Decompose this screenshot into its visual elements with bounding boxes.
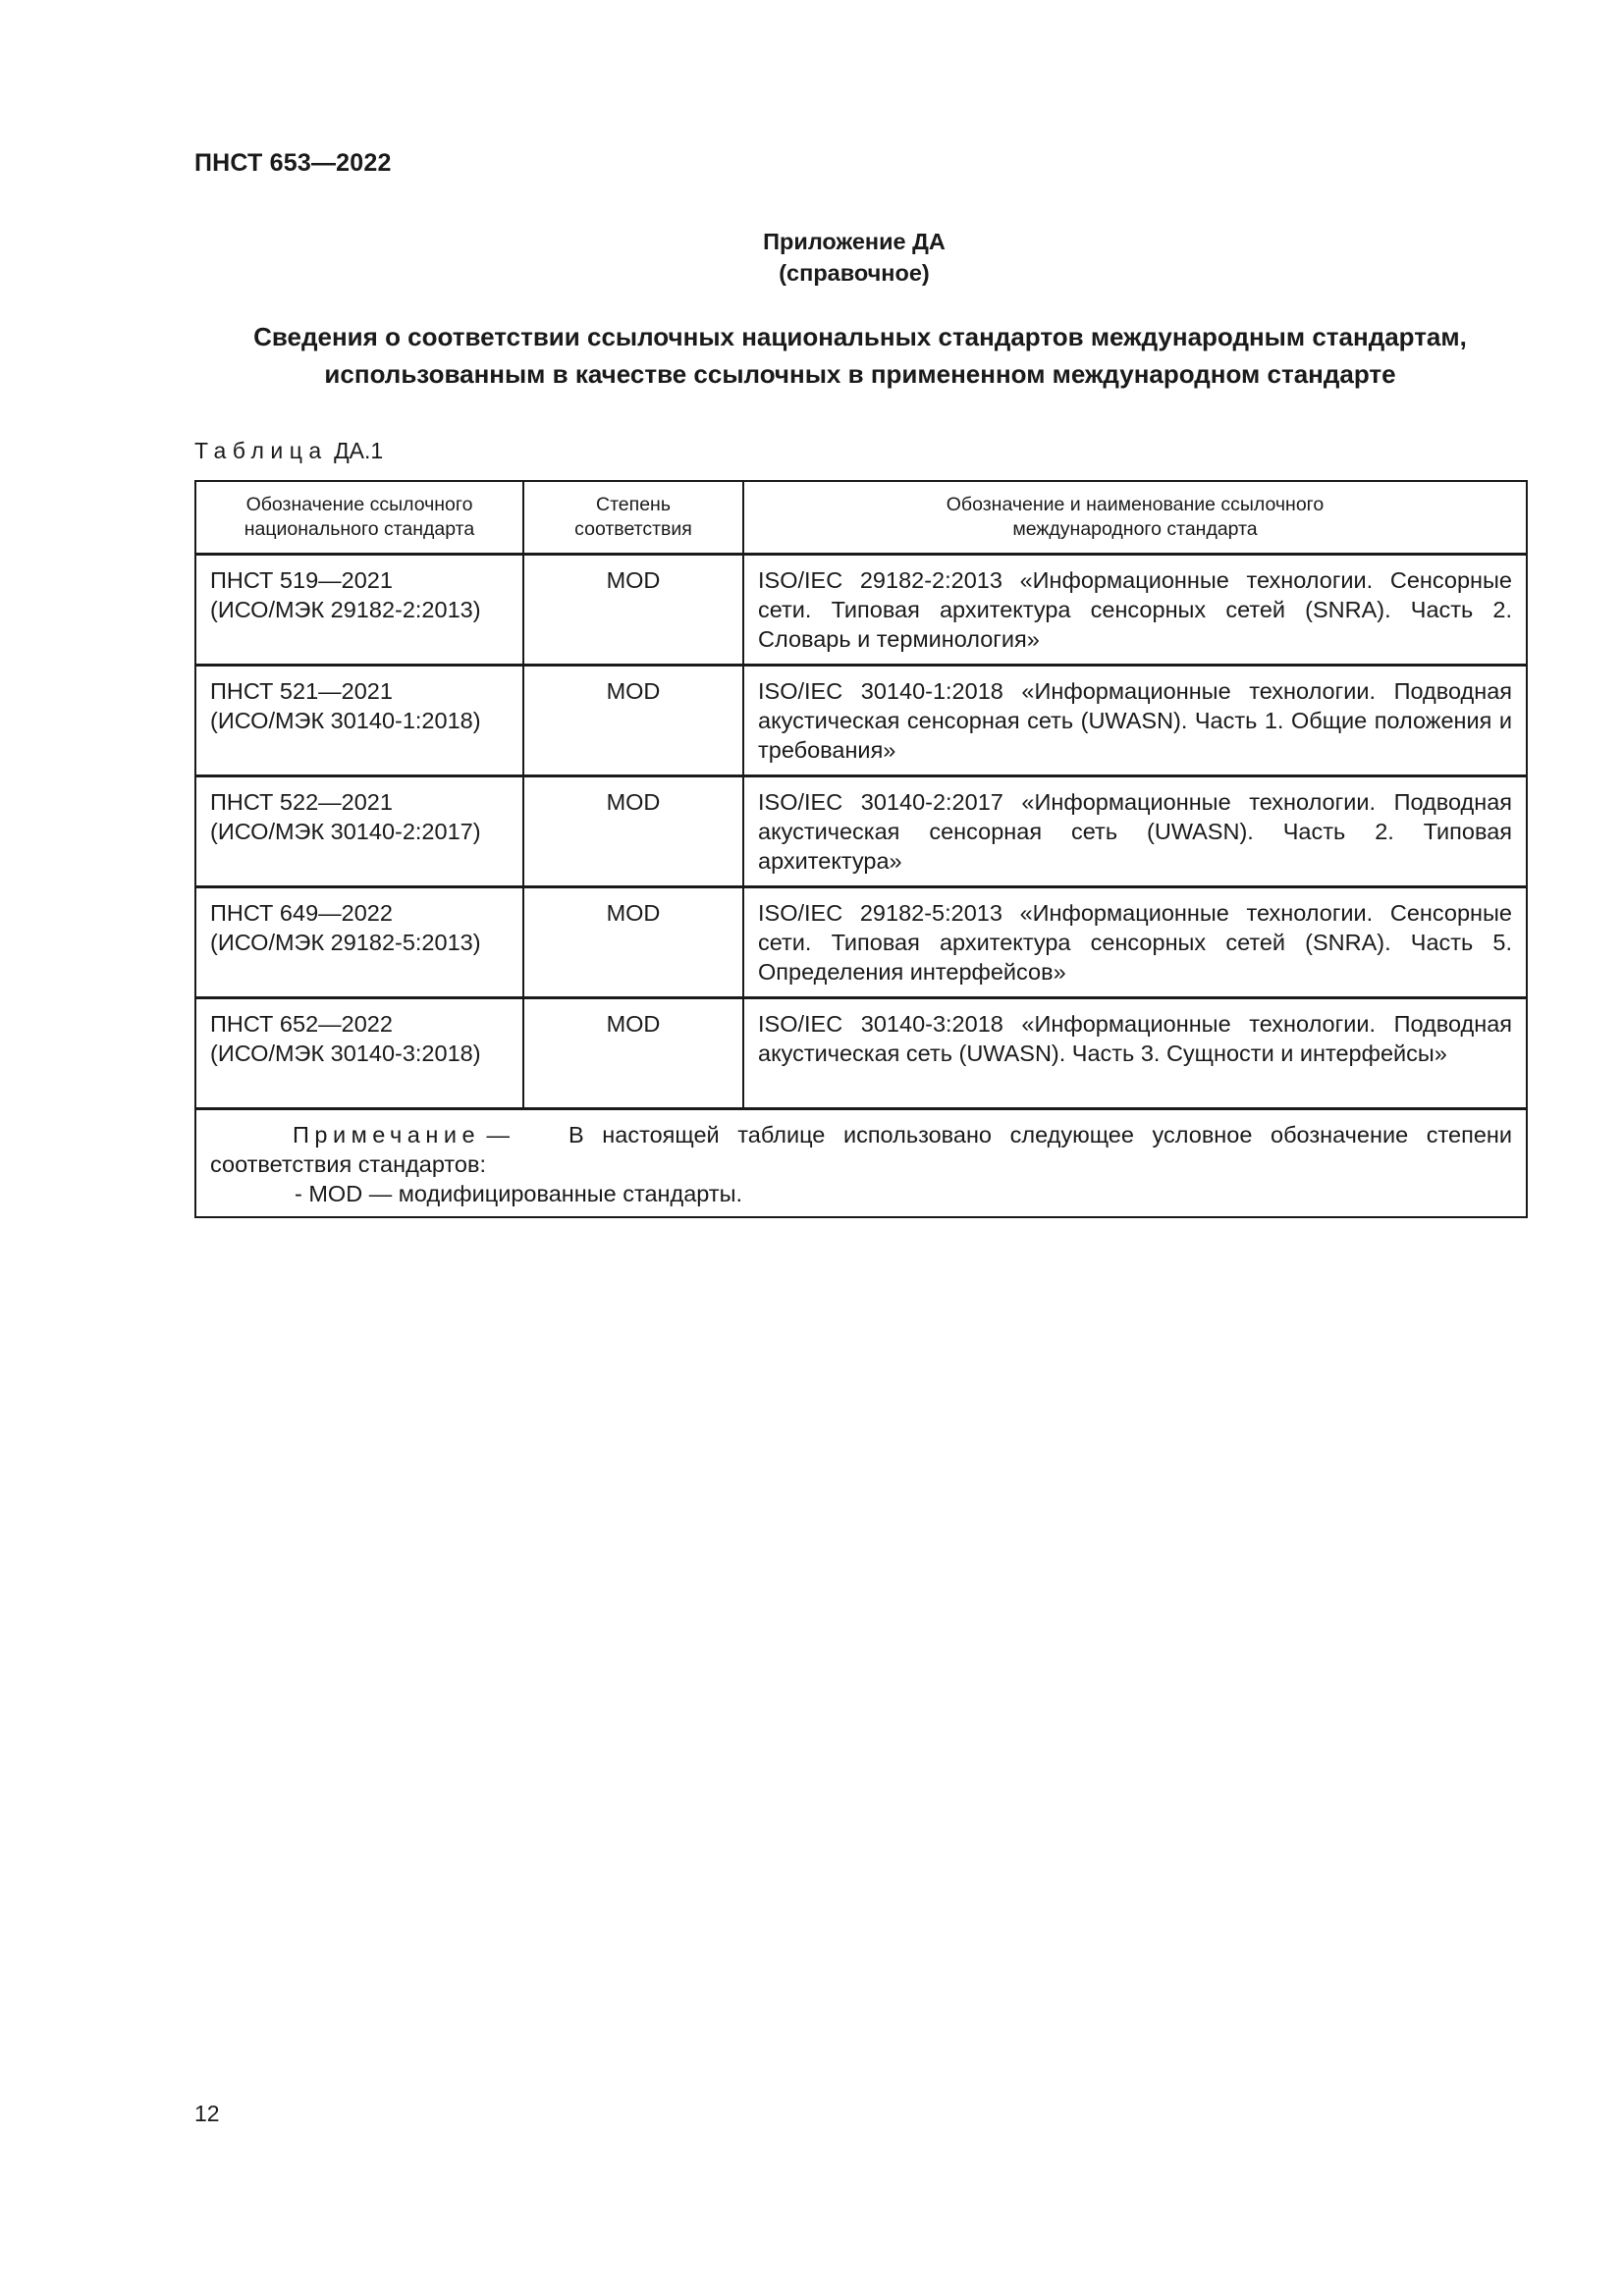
table-row [195, 776, 1527, 887]
table-label-word: Таблица [194, 438, 328, 463]
table-note-row [195, 1109, 1527, 1218]
annex-title: Приложение ДА [763, 229, 946, 254]
annex-subtitle: (справочное) [779, 260, 930, 286]
annex-heading [0, 226, 1624, 289]
degree-cell: MOD [523, 555, 743, 666]
international-standard-cell: ISO/IEC 29182-5:2013 «Информационные технологии. Сенсорные сети. Типовая архитектура сенсорных сетей (SNRA). Часть 5. Определения интерфейсов» [743, 887, 1527, 998]
international-standard-cell: ISO/IEC 30140-2:2017 «Информационные технологии. Подводная акустическая сенсорная сеть (UWASN). Часть 2. Типовая архитектура» [743, 776, 1527, 887]
note-item: - MOD — модифицированные стандарты. [295, 1181, 743, 1206]
table-row [195, 887, 1527, 998]
table-row [195, 998, 1527, 1109]
note-text: В настоящей таблице использовано следующее условное обозначение степени соответствия стандартов: [210, 1122, 1512, 1177]
note-dash: — [480, 1122, 511, 1148]
section-title-line-1: Сведения о соответствии ссылочных национальных стандартов международным стандартам, [253, 322, 1467, 351]
page-number: 12 [194, 2101, 220, 2126]
table-label-number: ДА.1 [334, 438, 384, 463]
degree-cell: MOD [523, 998, 743, 1109]
national-standard-cell: ПНСТ 649—2022 (ИСО/МЭК 29182-5:2013) [195, 887, 523, 998]
section-title [194, 318, 1526, 393]
international-standard-cell: ISO/IEC 30140-3:2018 «Информационные технологии. Подводная акустическая сеть (UWASN). Часть 3. Сущности и интерфейсы» [743, 998, 1527, 1109]
table-row [195, 555, 1527, 666]
header-national-standard: Обозначение ссылочного национального стандарта [195, 481, 523, 555]
national-standard-cell: ПНСТ 522—2021 (ИСО/МЭК 30140-2:2017) [195, 776, 523, 887]
international-standard-cell: ISO/IEC 29182-2:2013 «Информационные технологии. Сенсорные сети. Типовая архитектура сенсорных сетей (SNRA). Часть 2. Словарь и терминология» [743, 555, 1527, 666]
degree-cell: MOD [523, 666, 743, 776]
table-header-row [195, 481, 1527, 555]
degree-cell: MOD [523, 887, 743, 998]
document-code: ПНСТ 653—2022 [194, 149, 392, 177]
note-label: Примечание [293, 1122, 481, 1148]
degree-cell: MOD [523, 776, 743, 887]
table-label [194, 438, 383, 464]
national-standard-cell: ПНСТ 521—2021 (ИСО/МЭК 30140-1:2018) [195, 666, 523, 776]
national-standard-cell: ПНСТ 519—2021 (ИСО/МЭК 29182-2:2013) [195, 555, 523, 666]
international-standard-cell: ISO/IEC 30140-1:2018 «Информационные технологии. Подводная акустическая сенсорная сеть (UWASN). Часть 1. Общие положения и требования» [743, 666, 1527, 776]
correspondence-table [194, 480, 1528, 1218]
header-degree: Степень соответствия [523, 481, 743, 555]
section-title-line-2: использованным в качестве ссылочных в примененном международном стандарте [324, 359, 1396, 389]
header-international-standard: Обозначение и наименование ссылочного международного стандарта [743, 481, 1527, 555]
table-row [195, 666, 1527, 776]
national-standard-cell: ПНСТ 652—2022 (ИСО/МЭК 30140-3:2018) [195, 998, 523, 1109]
table-note [195, 1109, 1527, 1218]
